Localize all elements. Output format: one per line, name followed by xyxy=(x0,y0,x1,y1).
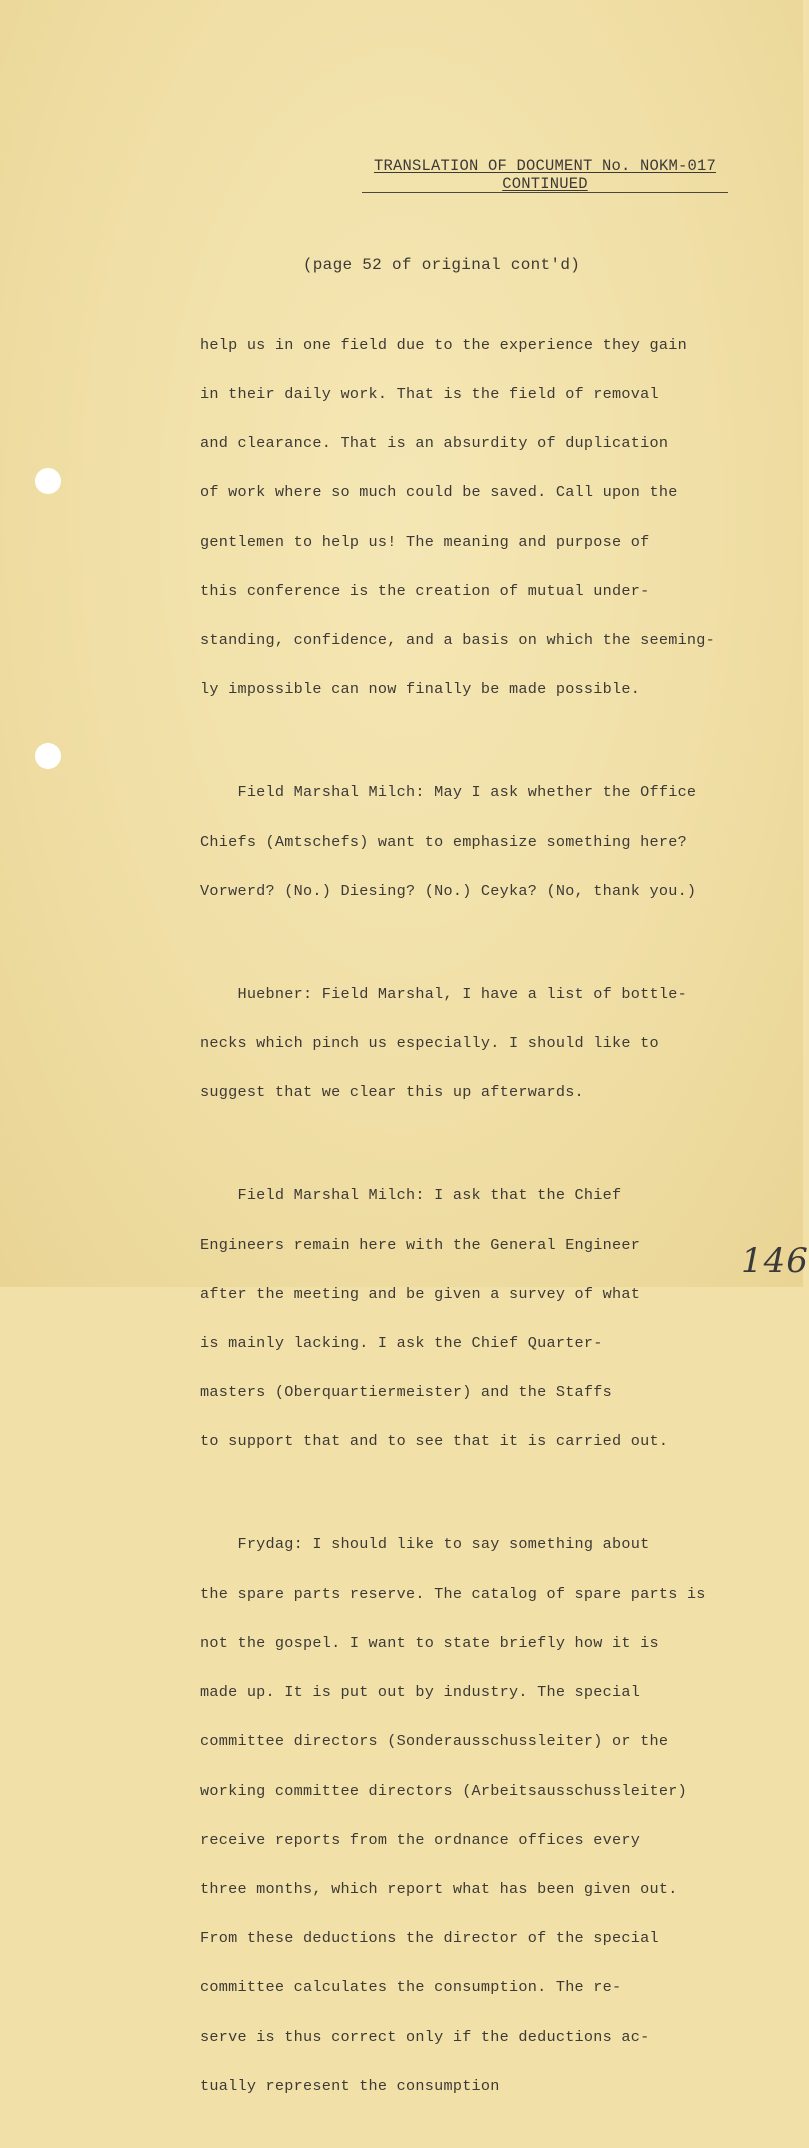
text-line: Vorwerd? (No.) Diesing? (No.) Ceyka? (No, thank you.) xyxy=(200,881,697,900)
text-line: suggest that we clear this up afterwards. xyxy=(200,1083,584,1102)
punch-hole xyxy=(35,743,61,769)
text-line: this conference is the creation of mutual under- xyxy=(200,581,650,600)
punch-hole xyxy=(35,468,61,494)
text-line: committee directors (Sonderausschussleiter) or the xyxy=(200,1732,669,1751)
text-line: tually represent the consumption xyxy=(200,2076,500,2095)
paragraph xyxy=(200,1504,760,2127)
text-line: is mainly lacking. I ask the Chief Quarter- xyxy=(200,1333,603,1352)
document-body xyxy=(200,304,760,2148)
paragraph xyxy=(200,1155,760,1483)
text-line: help us in one field due to the experience they gain xyxy=(200,335,687,354)
handwritten-page-number: 146 xyxy=(741,1241,809,1281)
text-line: Field Marshal Milch: May I ask whether the Office xyxy=(200,783,697,802)
text-line: necks which pinch us especially. I should like to xyxy=(200,1034,659,1053)
paragraph xyxy=(200,953,760,1133)
text-line: standing, confidence, and a basis on which the seeming- xyxy=(200,631,716,650)
text-line: gentlemen to help us! The meaning and purpose of xyxy=(200,532,650,551)
text-line: in their daily work. That is the field of removal xyxy=(200,385,659,404)
text-line: Chiefs (Amtschefs) want to emphasize something here? xyxy=(200,832,687,851)
text-line: From these deductions the director of the special xyxy=(200,1929,659,1948)
text-line: ly impossible can now finally be made possible. xyxy=(200,680,641,699)
text-line: made up. It is put out by industry. The special xyxy=(200,1683,641,1702)
paragraph xyxy=(200,304,760,731)
text-line: and clearance. That is an absurdity of duplication xyxy=(200,434,669,453)
text-line: to support that and to see that it is carried out. xyxy=(200,1432,669,1451)
text-line: three months, which report what has been given out. xyxy=(200,1879,678,1898)
header-continued: CONTINUED xyxy=(502,175,588,193)
text-line: receive reports from the ordnance offices every xyxy=(200,1830,641,1849)
text-line: Field Marshal Milch: I ask that the Chief xyxy=(200,1186,622,1205)
document-header xyxy=(362,157,728,193)
paragraph xyxy=(200,752,760,932)
text-line: the spare parts reserve. The catalog of spare parts is xyxy=(200,1584,706,1603)
header-rule xyxy=(362,192,728,193)
text-line: masters (Oberquartiermeister) and the Staffs xyxy=(200,1383,613,1402)
text-line: Engineers remain here with the General Engineer xyxy=(200,1235,641,1254)
text-line: Huebner: Field Marshal, I have a list of bottle- xyxy=(200,984,687,1003)
page-note: (page 52 of original cont'd) xyxy=(302,256,581,274)
text-line: serve is thus correct only if the deductions ac- xyxy=(200,2027,650,2046)
header-title: TRANSLATION OF DOCUMENT No. NOKM-017 xyxy=(373,157,717,175)
text-line: of work where so much could be saved. Call upon the xyxy=(200,483,678,502)
text-line: working committee directors (Arbeitsausschussleiter) xyxy=(200,1781,687,1800)
text-line: not the gospel. I want to state briefly how it is xyxy=(200,1633,659,1652)
text-line: committee calculates the consumption. The re- xyxy=(200,1978,622,1997)
text-line: after the meeting and be given a survey of what xyxy=(200,1284,641,1303)
text-line: Frydag: I should like to say something about xyxy=(200,1535,650,1554)
